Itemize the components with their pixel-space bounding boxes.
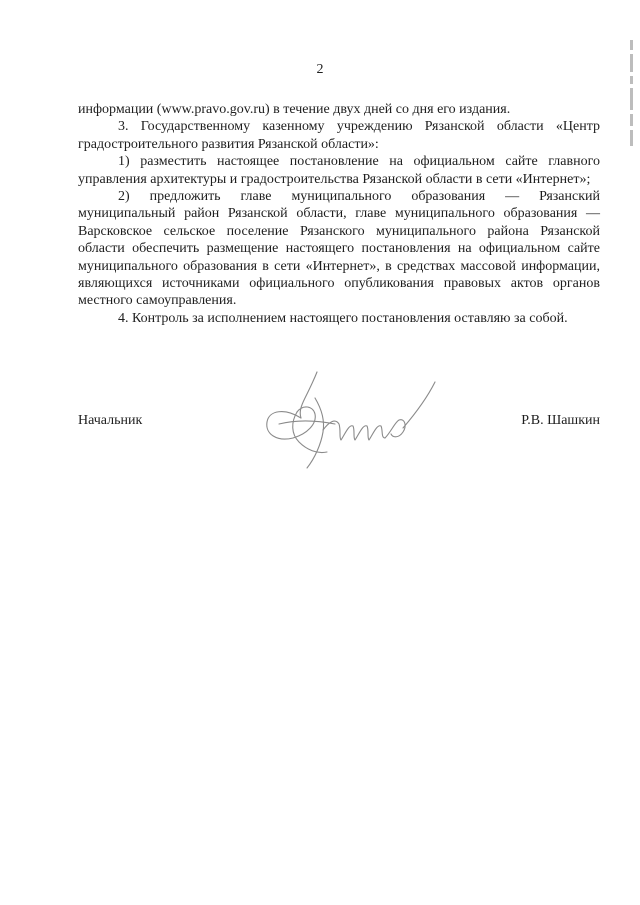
paragraph-publication-continued: информации (www.pravo.gov.ru) в течение двух дней со дня его издания. [78,102,511,117]
paragraph-item-3-2: 2) предложить главе муниципального образования — Рязанский муниципальный район Рязанской области, главе муниципального образования — Варсковское сельское поселение Рязанского муниципального района Рязанской области обеспечить размещение настоящего постановления на официальном сайте муниципального образования в сети «Интернет», в средствах массовой информации, являющихся источниками официального опубликования правовых актов органов местного самоуправления. [78,189,600,309]
paragraph-item-4: 4. Контроль за исполнением настоящего постановления оставляю за собой. [118,310,568,326]
scan-edge-mark [628,40,636,160]
signatory-position: Начальник [78,413,143,428]
document-body [78,101,600,327]
page-number: 2 [316,62,324,77]
paragraph-item-3: 3. Государственному казенному учреждению Рязанской области «Центр градостроительного развития Рязанской области»: [78,119,600,152]
signatory-name: Р.В. Шашкин [521,413,600,428]
signature-block [78,413,600,433]
paragraph-item-3-1: 1) разместить настоящее постановление на официальном сайте главного управления архитектуры и градостроительства Рязанской области в сети «Интернет»; [78,154,600,187]
